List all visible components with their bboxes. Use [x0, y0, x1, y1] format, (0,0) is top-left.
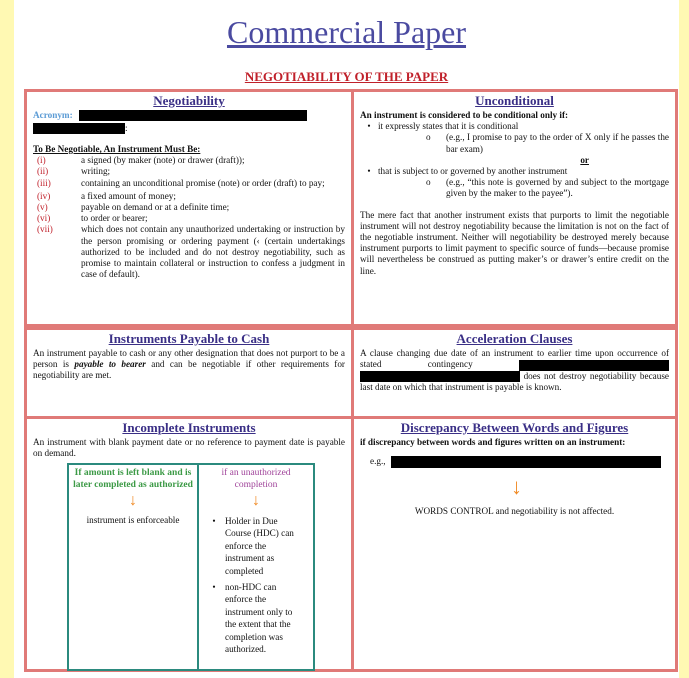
- unauthorized-list: [199, 509, 313, 655]
- list-item: • Holder in Due Course (HDC) can enforce the instrument as completed: [212, 516, 294, 576]
- page-title: Commercial Paper: [226, 14, 467, 50]
- list-item: (iii) containing an unconditional promise (note) or order (draft) to pay;: [37, 177, 325, 188]
- completion-table: [67, 463, 315, 671]
- page-subtitle: NEGOTIABILITY OF THE PAPER: [244, 69, 449, 84]
- acceleration-header: Acceleration Clauses: [456, 331, 573, 346]
- list-item: • that is subject to or governed by another instrument: [367, 166, 568, 177]
- acronym-label: Acronym:: [33, 110, 73, 120]
- incomplete-cell: [24, 416, 354, 672]
- discrepancy-header: Discrepancy Between Words and Figures: [400, 420, 629, 435]
- list-item: • it expressly states that it is conditional: [367, 121, 519, 132]
- eg-label: e.g.,: [370, 456, 386, 467]
- authorized-heading: If amount is left blank and is later completed as authorized: [73, 468, 193, 490]
- list-item: (vii) which does not contain any unauthorized undertaking or instruction by the person promising or ordering payment (‹ (certain undertakings authorized to be included and do not destroy negotiability, such as promise to maintain collateral or instruction to confess a judgment in case of default).: [37, 224, 345, 280]
- negotiability-cell: [24, 89, 354, 327]
- arrow-down-icon: ↓: [252, 492, 260, 509]
- discrepancy-text: if discrepancy between words and figures written on an instrument:: [360, 437, 626, 447]
- list-item: o (e.g., I promise to pay to the order of X only if he passes the bar exam): [426, 132, 669, 154]
- arrow-down-icon: ↓: [511, 474, 522, 500]
- arrow-down-icon: ↓: [129, 492, 137, 509]
- cash-body: An instrument payable to cash or any other designation that does not purport to be a person is payable to bearer and can be negotiable if other requirements for negotiability are met.: [33, 348, 345, 381]
- acceleration-body: A clause changing due date of an instrument to earlier time upon occurrence of stated contingency does not destroy negotiability because last date on which that instrument is payable is known.: [360, 348, 669, 392]
- acceleration-cell: [351, 327, 678, 419]
- must-be-heading: To Be Negotiable, An Instrument Must Be:: [33, 144, 201, 154]
- unconditional-body: [354, 108, 675, 277]
- unconditional-header: Unconditional: [475, 93, 554, 108]
- requirements-list: [33, 155, 345, 280]
- list-item: (i) a signed (by maker (note) or drawer (draft));: [37, 155, 245, 166]
- or-word: or: [580, 154, 589, 165]
- authorized-column: [69, 465, 199, 669]
- unconditional-cell: [351, 89, 678, 327]
- negotiability-header: Negotiability: [153, 93, 225, 108]
- incomplete-body: An instrument with blank payment date or no reference to payment date is payable on demand.: [33, 437, 345, 459]
- redacted-block: [519, 360, 669, 371]
- negotiability-body: Acronym: : To Be Negotiable, An Instrument Must Be: (i) a signed (by maker (note) or drawer (draft)); (ii) writing; (iii) containing an unconditional promise (note) or order (draft) to pay; (iv) a fixed amount of money; (v) payable on demand or at a definite time; (vi) to order or bearer; (vii) which does not contain any unauthorized undertaking or instruction by the person promising or ordering payment (‹ (certain undertakings authorized to be included and do not destroy negotiability, such as promise to maintain collateral or instruction to confess a judgment in case of default).: [33, 110, 345, 280]
- list-item: • non-HDC can enforce the instrument only to the extent that the completion was authorized.: [212, 582, 293, 655]
- page: [14, 0, 679, 678]
- cash-cell: [24, 327, 354, 419]
- list-item: (vi) to order or bearer;: [37, 213, 148, 224]
- redacted-block: [79, 110, 307, 121]
- discrepancy-result: WORDS CONTROL and negotiability is not affected.: [414, 506, 615, 517]
- discrepancy-cell: [351, 416, 678, 672]
- list-item: (v) payable on demand or at a definite time;: [37, 202, 230, 213]
- cash-header: Instruments Payable to Cash: [108, 331, 270, 346]
- redacted-block: [391, 456, 661, 468]
- redacted-block: [360, 371, 520, 382]
- unconditional-intro: An instrument is considered to be conditional only if:: [360, 110, 569, 120]
- list-item: (ii) writing;: [37, 166, 111, 177]
- list-item: (iv) a fixed amount of money;: [37, 190, 176, 201]
- incomplete-header: Incomplete Instruments: [122, 420, 256, 435]
- unauthorized-column: [199, 465, 313, 669]
- redacted-block: [33, 123, 125, 134]
- unauthorized-heading: if an unauthorized completion: [221, 468, 291, 490]
- unconditional-paragraph: The mere fact that another instrument exists that purports to limit the negotiable instrument will not destroy negotiability because the limitation is not on the fact of the negotiable instrument. Neither will negotiability be destroyed merely because instrument purports to limit payment to specific source of funds—because promise will nevertheless be construed as putting maker’s or drawer’s entire credit on the line.: [360, 209, 669, 276]
- authorized-result: instrument is enforceable: [86, 515, 180, 525]
- discrepancy-body: [354, 435, 675, 517]
- list-item: o (e.g., “this note is governed by and subject to the mortgage given by the maker to the payee”).: [426, 177, 669, 199]
